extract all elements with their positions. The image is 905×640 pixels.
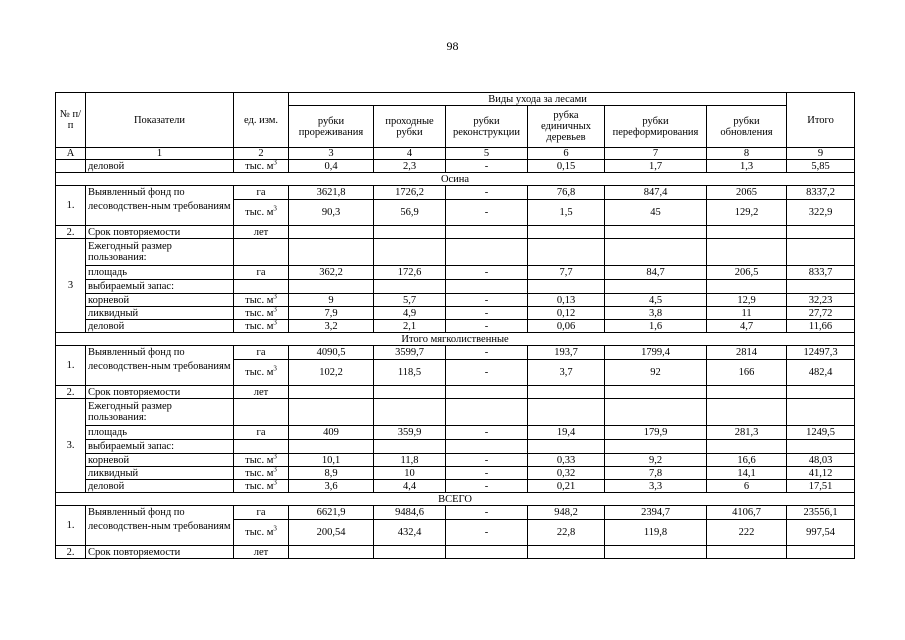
value-cell: - xyxy=(446,160,528,173)
value-cell: 281,3 xyxy=(707,426,787,440)
table-row xyxy=(56,386,855,399)
value-cell: 56,9 xyxy=(374,200,446,226)
row-label: деловой xyxy=(86,320,234,333)
row-number: 3 xyxy=(56,239,86,333)
value-cell: 3,7 xyxy=(528,360,605,386)
value-cell: 3,6 xyxy=(289,480,374,493)
header-col: рубки реконструкции xyxy=(446,106,528,148)
row-label: Срок повторяемости xyxy=(86,226,234,239)
unit-cell: тыс. $м^3$ xyxy=(234,307,289,320)
header-num: № п/п xyxy=(56,93,86,148)
value-cell: 193,7 xyxy=(528,346,605,360)
value-cell: 0,13 xyxy=(528,294,605,307)
value-cell: 9 xyxy=(289,294,374,307)
row-number: 2. xyxy=(56,386,86,399)
value-cell: - xyxy=(446,520,528,546)
table-row xyxy=(56,506,855,520)
value-cell: 482,4 xyxy=(787,360,855,386)
value-cell: 90,3 xyxy=(289,200,374,226)
value-cell: 102,2 xyxy=(289,360,374,386)
value-cell: - xyxy=(446,467,528,480)
value-cell: 3,8 xyxy=(605,307,707,320)
value-cell: - xyxy=(446,426,528,440)
value-cell: 0,21 xyxy=(528,480,605,493)
value-cell: 0,12 xyxy=(528,307,605,320)
value-cell: 166 xyxy=(707,360,787,386)
row-label: Выявленный фонд по лесоводствен-ным требованиям xyxy=(86,186,234,226)
table-row xyxy=(56,454,855,467)
table-row xyxy=(56,280,855,294)
value-cell: 4,7 xyxy=(707,320,787,333)
value-cell: 6621,9 xyxy=(289,506,374,520)
col-index: 8 xyxy=(707,148,787,160)
page-number: 98 xyxy=(446,39,459,53)
value-cell: 9484,6 xyxy=(374,506,446,520)
table-row xyxy=(56,266,855,280)
value-cell: 847,4 xyxy=(605,186,707,200)
value-cell: 8337,2 xyxy=(787,186,855,200)
row-label: площадь xyxy=(86,266,234,280)
value-cell: 92 xyxy=(605,360,707,386)
col-index: 6 xyxy=(528,148,605,160)
value-cell: 4106,7 xyxy=(707,506,787,520)
value-cell: - xyxy=(446,200,528,226)
row-number: 1. xyxy=(56,186,86,226)
value-cell: - xyxy=(446,480,528,493)
row-label: деловой xyxy=(86,480,234,493)
value-cell: 118,5 xyxy=(374,360,446,386)
row-label: Срок повторяемости xyxy=(86,546,234,559)
table-row xyxy=(56,320,855,333)
value-cell: 200,54 xyxy=(289,520,374,546)
forest-care-table xyxy=(55,92,855,559)
header-col: рубки обновления xyxy=(707,106,787,148)
value-cell: 17,51 xyxy=(787,480,855,493)
row-number: 3. xyxy=(56,399,86,493)
row-label: Ежегодный размер пользования: xyxy=(86,239,234,266)
header-col: рубки переформирования xyxy=(605,106,707,148)
value-cell: 172,6 xyxy=(374,266,446,280)
unit-cell: га xyxy=(234,346,289,360)
value-cell: 362,2 xyxy=(289,266,374,280)
value-cell: 5,85 xyxy=(787,160,855,173)
value-cell: 833,7 xyxy=(787,266,855,280)
value-cell: 11 xyxy=(707,307,787,320)
value-cell: 2,3 xyxy=(374,160,446,173)
row-number: 1. xyxy=(56,506,86,546)
value-cell: 4,5 xyxy=(605,294,707,307)
value-cell: - xyxy=(446,307,528,320)
section-title: ВСЕГО xyxy=(56,493,855,506)
value-cell: 1,3 xyxy=(707,160,787,173)
value-cell: 9,2 xyxy=(605,454,707,467)
value-cell: 0,32 xyxy=(528,467,605,480)
col-index: 7 xyxy=(605,148,707,160)
header-group: Виды ухода за лесами xyxy=(289,93,787,106)
value-cell: 359,9 xyxy=(374,426,446,440)
value-cell: 7,9 xyxy=(289,307,374,320)
header-col: рубка единичных деревьев xyxy=(528,106,605,148)
table-row xyxy=(56,239,855,266)
row-label: деловой xyxy=(86,160,234,173)
unit-cell: га xyxy=(234,506,289,520)
header-col: проходные рубки xyxy=(374,106,446,148)
unit-cell: тыс. $м^3$ xyxy=(234,480,289,493)
unit-cell: тыс. $м^3$ xyxy=(234,320,289,333)
col-index: 5 xyxy=(446,148,528,160)
table-row xyxy=(56,186,855,200)
value-cell: 1249,5 xyxy=(787,426,855,440)
unit-cell: тыс. $м^3$ xyxy=(234,520,289,546)
table-row xyxy=(56,467,855,480)
value-cell: 6 xyxy=(707,480,787,493)
value-cell: - xyxy=(446,294,528,307)
value-cell: 14,1 xyxy=(707,467,787,480)
value-cell: 10 xyxy=(374,467,446,480)
row-number: 1. xyxy=(56,346,86,386)
value-cell: 1,7 xyxy=(605,160,707,173)
value-cell: 32,23 xyxy=(787,294,855,307)
value-cell: 1,5 xyxy=(528,200,605,226)
value-cell: - xyxy=(446,320,528,333)
value-cell: 11,8 xyxy=(374,454,446,467)
unit-cell: тыс. $м^3$ xyxy=(234,454,289,467)
value-cell: - xyxy=(446,506,528,520)
value-cell: 322,9 xyxy=(787,200,855,226)
value-cell: 11,66 xyxy=(787,320,855,333)
value-cell: 1,6 xyxy=(605,320,707,333)
value-cell: 41,12 xyxy=(787,467,855,480)
table-row xyxy=(56,480,855,493)
unit-cell: га xyxy=(234,426,289,440)
col-index: 3 xyxy=(289,148,374,160)
value-cell: 3621,8 xyxy=(289,186,374,200)
value-cell: 0,4 xyxy=(289,160,374,173)
row-number: 2. xyxy=(56,546,86,559)
value-cell: 48,03 xyxy=(787,454,855,467)
value-cell: - xyxy=(446,266,528,280)
value-cell: 7,7 xyxy=(528,266,605,280)
col-index: 9 xyxy=(787,148,855,160)
value-cell: - xyxy=(446,454,528,467)
header-total: Итого xyxy=(787,93,855,148)
value-cell: 432,4 xyxy=(374,520,446,546)
table-row xyxy=(56,226,855,239)
value-cell: 2394,7 xyxy=(605,506,707,520)
unit-cell: лет xyxy=(234,546,289,559)
row-label: выбираемый запас: xyxy=(86,280,234,294)
row-label: ликвидный xyxy=(86,467,234,480)
row-label: Выявленный фонд по лесоводствен-ным требованиям xyxy=(86,346,234,386)
row-label: Выявленный фонд по лесоводствен-ным требованиям xyxy=(86,506,234,546)
value-cell: 12497,3 xyxy=(787,346,855,360)
unit-cell: га xyxy=(234,186,289,200)
value-cell: 19,4 xyxy=(528,426,605,440)
row-label: корневой xyxy=(86,294,234,307)
value-cell: 0,33 xyxy=(528,454,605,467)
table-row xyxy=(56,160,855,173)
col-index: А xyxy=(56,148,86,160)
col-index: 1 xyxy=(86,148,234,160)
value-cell: 45 xyxy=(605,200,707,226)
value-cell: 27,72 xyxy=(787,307,855,320)
table-row xyxy=(56,426,855,440)
row-label: корневой xyxy=(86,454,234,467)
value-cell: 4090,5 xyxy=(289,346,374,360)
value-cell: 8,9 xyxy=(289,467,374,480)
value-cell: 2,1 xyxy=(374,320,446,333)
value-cell: - xyxy=(446,186,528,200)
row-label: площадь xyxy=(86,426,234,440)
value-cell: 3599,7 xyxy=(374,346,446,360)
value-cell: 10,1 xyxy=(289,454,374,467)
value-cell: 179,9 xyxy=(605,426,707,440)
table-row xyxy=(56,307,855,320)
column-index-row xyxy=(56,148,855,160)
row-label: ликвидный xyxy=(86,307,234,320)
header-col: рубки прореживания xyxy=(289,106,374,148)
value-cell: 4,4 xyxy=(374,480,446,493)
value-cell: - xyxy=(446,360,528,386)
value-cell: 2065 xyxy=(707,186,787,200)
unit-cell: тыс. $м^3$ xyxy=(234,160,289,173)
value-cell: 119,8 xyxy=(605,520,707,546)
value-cell: 7,8 xyxy=(605,467,707,480)
unit-cell: тыс. $м^3$ xyxy=(234,294,289,307)
value-cell: 0,06 xyxy=(528,320,605,333)
value-cell: 997,54 xyxy=(787,520,855,546)
row-label: выбираемый запас: xyxy=(86,440,234,454)
unit-cell: тыс. $м^3$ xyxy=(234,360,289,386)
table-row xyxy=(56,440,855,454)
value-cell: 3,2 xyxy=(289,320,374,333)
row-label: Срок повторяемости xyxy=(86,386,234,399)
value-cell: 206,5 xyxy=(707,266,787,280)
value-cell: 4,9 xyxy=(374,307,446,320)
value-cell: 129,2 xyxy=(707,200,787,226)
value-cell: 2814 xyxy=(707,346,787,360)
value-cell: 5,7 xyxy=(374,294,446,307)
value-cell: 948,2 xyxy=(528,506,605,520)
value-cell: 1726,2 xyxy=(374,186,446,200)
row-label: Ежегодный размер пользования: xyxy=(86,399,234,426)
value-cell: 22,8 xyxy=(528,520,605,546)
section-title: Итого мягколиственные xyxy=(56,333,855,346)
unit-cell: тыс. $м^3$ xyxy=(234,467,289,480)
value-cell: 76,8 xyxy=(528,186,605,200)
section-title: Осина xyxy=(56,173,855,186)
unit-cell: тыс. $м^3$ xyxy=(234,200,289,226)
unit-cell: лет xyxy=(234,226,289,239)
table-row xyxy=(56,294,855,307)
value-cell: 3,3 xyxy=(605,480,707,493)
value-cell: 84,7 xyxy=(605,266,707,280)
value-cell: 1799,4 xyxy=(605,346,707,360)
row-number: 2. xyxy=(56,226,86,239)
value-cell: 222 xyxy=(707,520,787,546)
header-unit: ед. изм. xyxy=(234,93,289,148)
header-indicator: Показатели xyxy=(86,93,234,148)
unit-cell: лет xyxy=(234,386,289,399)
value-cell: 409 xyxy=(289,426,374,440)
value-cell: 23556,1 xyxy=(787,506,855,520)
table-row xyxy=(56,399,855,426)
value-cell: - xyxy=(446,346,528,360)
value-cell: 12,9 xyxy=(707,294,787,307)
col-index: 4 xyxy=(374,148,446,160)
value-cell: 0,15 xyxy=(528,160,605,173)
unit-cell: га xyxy=(234,266,289,280)
table-row xyxy=(56,546,855,559)
col-index: 2 xyxy=(234,148,289,160)
table-row xyxy=(56,346,855,360)
value-cell: 16,6 xyxy=(707,454,787,467)
